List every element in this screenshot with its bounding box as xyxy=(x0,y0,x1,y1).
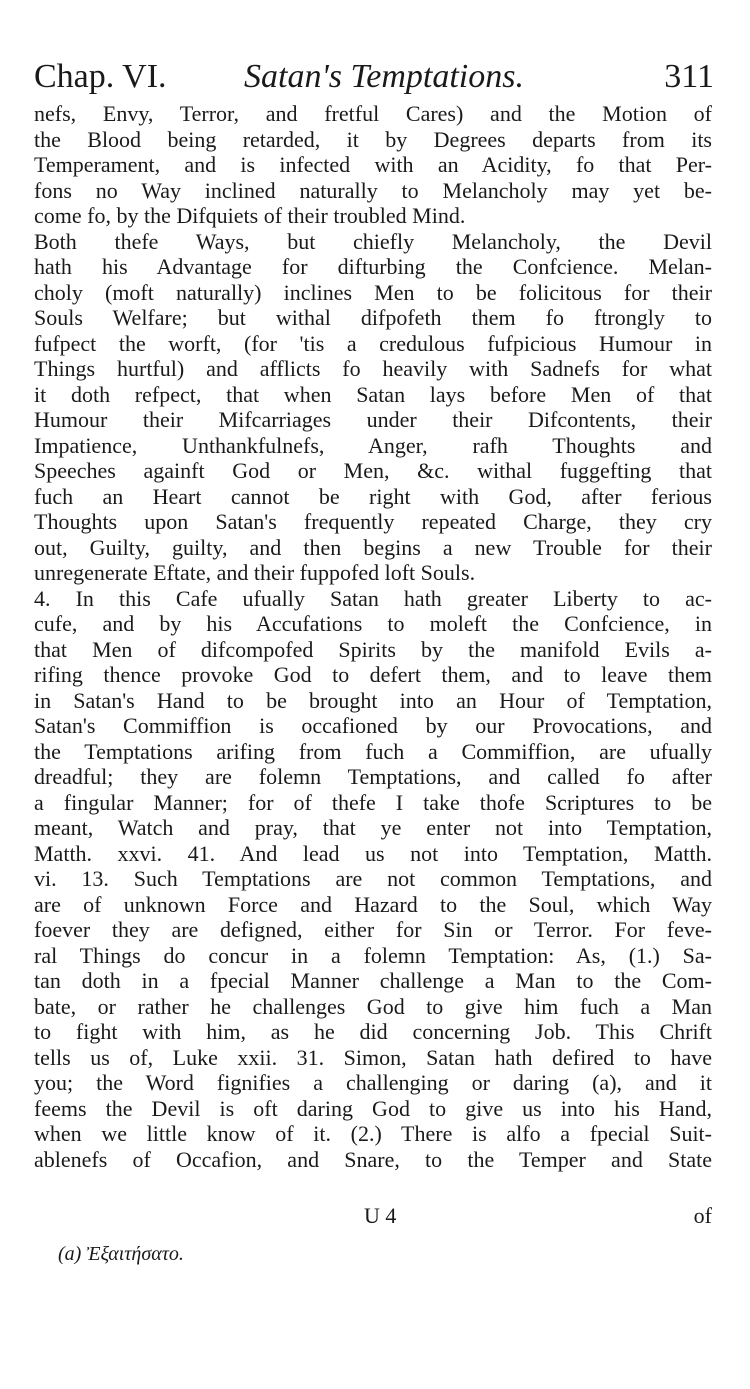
text-line: hath his Advantage for difturbing the Confcience. Melan- xyxy=(34,254,712,279)
body-text xyxy=(34,101,712,1172)
text-line: meant, Watch and pray, that ye enter not into Temptation, xyxy=(34,815,712,840)
text-line: nefs, Envy, Terror, and fretful Cares) and the Motion of xyxy=(34,101,712,126)
text-line: the Blood being retarded, it by Degrees departs from its xyxy=(34,126,712,152)
text-line: a fingular Manner; for of thefe I take thofe Scriptures to be xyxy=(34,789,712,815)
text-line: ablenefs of Occafion, and Snare, to the Temper and State xyxy=(34,1146,712,1172)
signature-mark: U 4 xyxy=(364,1203,397,1228)
text-line: tells us of, Luke xxii. 31. Simon, Satan hath defired to have xyxy=(34,1044,712,1070)
text-line: choly (moft naturally) inclines Men to be folicitous for their xyxy=(34,279,712,305)
text-line: the Temptations arifing from fuch a Commiffion, are ufually xyxy=(34,738,712,764)
running-header xyxy=(34,52,714,102)
text-line: Speeches againft God or Men, &c. withal fuggefting that xyxy=(34,458,712,483)
text-line: Satan's Commiffion is occafioned by our Provocations, and xyxy=(34,713,712,738)
text-line: out, Guilty, guilty, and then begins a new Trouble for their xyxy=(34,534,712,560)
catchword: of xyxy=(693,1203,712,1228)
text-line: ral Things do concur in a folemn Temptation: As, (1.) Sa- xyxy=(34,942,712,968)
text-line: unregenerate Eftate, and their fuppofed loft Souls. xyxy=(34,560,476,585)
text-line: Souls Welfare; but withal difpofeth them fo ftrongly to xyxy=(34,305,712,330)
footnote: (a) Ἐξαιτήσατο. xyxy=(58,1243,184,1265)
text-line: dreadful; they are folemn Temptations, and called fo after xyxy=(34,764,712,789)
text-line: Impatience, Unthankfulnefs, Anger, rafh Thoughts and xyxy=(34,432,712,458)
text-line: bate, or rather he challenges God to give him fuch a Man xyxy=(34,993,712,1019)
text-line: Thoughts upon Satan's frequently repeated Charge, they cry xyxy=(34,509,712,534)
text-line: are of unknown Force and Hazard to the Soul, which Way xyxy=(34,891,712,917)
text-line: you; the Word fignifies a challenging or daring (a), and it xyxy=(34,1070,712,1095)
text-line: tan doth in a fpecial Manner challenge a Man to the Com- xyxy=(34,968,712,993)
text-line: feems the Devil is oft daring God to give us into his Hand, xyxy=(34,1095,712,1121)
running-title: Satan's Temptations. xyxy=(244,58,524,95)
text-line: Humour their Mifcarriages under their Difcontents, their xyxy=(34,407,712,432)
text-line: vi. 13. Such Temptations are not common Temptations, and xyxy=(34,866,712,891)
text-line: to fight with him, as he did concerning Job. This Chrift xyxy=(34,1019,712,1044)
text-line: fufpect the worft, (for 'tis a credulous fufpicious Humour in xyxy=(34,330,712,356)
chapter-label: Chap. VI. xyxy=(34,58,167,95)
text-line: Temperament, and is infected with an Acidity, fo that Per- xyxy=(34,152,712,177)
text-line: that Men of difcompofed Spirits by the manifold Evils a- xyxy=(34,636,712,662)
text-line: it doth refpect, that when Satan lays before Men of that xyxy=(34,381,712,407)
page-footer xyxy=(34,1201,712,1231)
text-line: rifing thence provoke God to defert them, and to leave them xyxy=(34,662,712,687)
text-line: Matth. xxvi. 41. And lead us not into Temptation, Matth. xyxy=(34,840,712,866)
text-line: 4. In this Cafe ufually Satan hath greater Liberty to ac- xyxy=(34,585,712,611)
text-line: when we little know of it. (2.) There is alfo a fpecial Suit- xyxy=(34,1121,712,1146)
text-line: in Satan's Hand to be brought into an Hour of Temptation, xyxy=(34,687,712,713)
text-line: Both thefe Ways, but chiefly Melancholy, the Devil xyxy=(34,228,712,254)
text-line: fons no Way inclined naturally to Melancholy may yet be- xyxy=(34,177,712,203)
text-line: fuch an Heart cannot be right with God, after ferious xyxy=(34,483,712,509)
text-line: come fo, by the Difquiets of their troubled Mind. xyxy=(34,203,466,228)
text-line: Things hurtful) and afflicts fo heavily with Sadnefs for what xyxy=(34,356,712,381)
page-number: 311 xyxy=(664,58,714,95)
text-line: cufe, and by his Accufations to moleft the Confcience, in xyxy=(34,611,712,636)
text-line: foever they are defigned, either for Sin or Terror. For feve- xyxy=(34,917,712,942)
